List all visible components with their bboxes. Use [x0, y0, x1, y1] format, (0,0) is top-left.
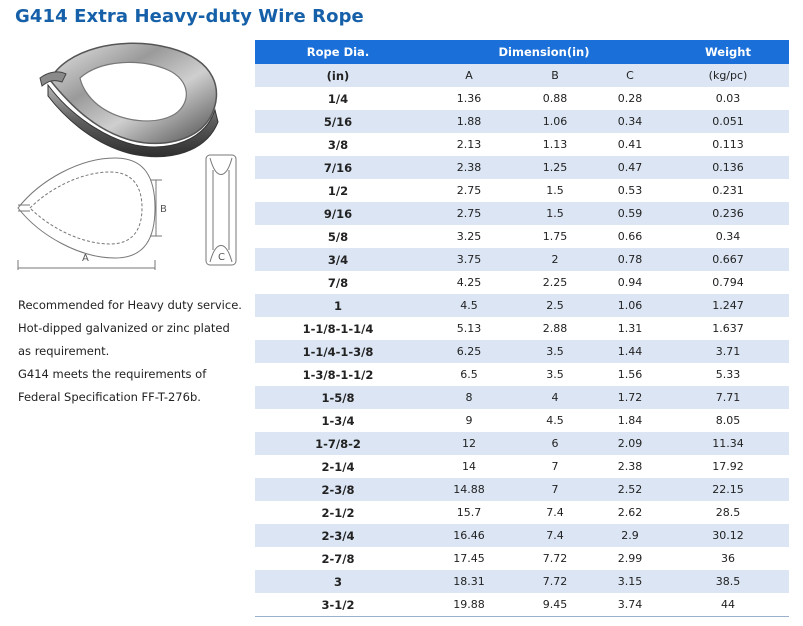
weight-cell: 0.667 [667, 248, 789, 271]
dim-c-cell: 2.38 [593, 455, 667, 478]
unit-weight: (kg/pc) [667, 64, 789, 87]
weight-cell: 7.71 [667, 386, 789, 409]
dim-b-cell: 7.4 [517, 501, 593, 524]
rope-dia-cell: 3/4 [255, 248, 421, 271]
dim-c-cell: 1.31 [593, 317, 667, 340]
table-row [255, 317, 789, 340]
dim-a-cell: 12 [421, 432, 517, 455]
table-row [255, 133, 789, 156]
description-line: Hot-dipped galvanized or zinc plated as requirement. [18, 321, 230, 358]
thimble-side-drawing [206, 155, 236, 265]
dim-b-cell: 4 [517, 386, 593, 409]
rope-dia-cell: 1-1/4-1-3/8 [255, 340, 421, 363]
weight-cell: 0.113 [667, 133, 789, 156]
table-row [255, 294, 789, 317]
rope-dia-cell: 7/16 [255, 156, 421, 179]
dim-a-cell: 2.75 [421, 202, 517, 225]
dim-a-cell: 19.88 [421, 593, 517, 617]
dim-a-cell: 2.13 [421, 133, 517, 156]
dim-b-cell: 0.88 [517, 87, 593, 110]
table-row [255, 248, 789, 271]
dim-c-cell: 0.34 [593, 110, 667, 133]
dim-b-cell: 1.25 [517, 156, 593, 179]
dim-a-cell: 2.38 [421, 156, 517, 179]
table-body [255, 64, 789, 617]
table-row [255, 455, 789, 478]
dim-b-cell: 2 [517, 248, 593, 271]
dim-b-cell: 7 [517, 455, 593, 478]
unit-b: B [517, 64, 593, 87]
dim-b-cell: 1.13 [517, 133, 593, 156]
dim-b-cell: 6 [517, 432, 593, 455]
dim-b-cell: 2.88 [517, 317, 593, 340]
weight-cell: 22.15 [667, 478, 789, 501]
rope-dia-cell: 2-3/8 [255, 478, 421, 501]
weight-cell: 0.794 [667, 271, 789, 294]
rope-dia-cell: 2-7/8 [255, 547, 421, 570]
table-row [255, 225, 789, 248]
dim-c-cell: 0.53 [593, 179, 667, 202]
weight-cell: 44 [667, 593, 789, 617]
rope-dia-cell: 3 [255, 570, 421, 593]
dim-a-cell: 14 [421, 455, 517, 478]
dim-a-cell: 3.75 [421, 248, 517, 271]
dim-a-cell: 6.5 [421, 363, 517, 386]
dim-c-cell: 1.44 [593, 340, 667, 363]
dim-c-cell: 0.28 [593, 87, 667, 110]
unit-a: A [421, 64, 517, 87]
dim-b-cell: 4.5 [517, 409, 593, 432]
weight-cell: 36 [667, 547, 789, 570]
dim-b-cell: 9.45 [517, 593, 593, 617]
dim-c-cell: 1.84 [593, 409, 667, 432]
header-weight: Weight [667, 40, 789, 64]
rope-dia-cell: 2-1/2 [255, 501, 421, 524]
dim-a-cell: 4.25 [421, 271, 517, 294]
weight-cell: 0.051 [667, 110, 789, 133]
dim-b-cell: 1.06 [517, 110, 593, 133]
rope-dia-cell: 1-5/8 [255, 386, 421, 409]
dim-a-cell: 1.88 [421, 110, 517, 133]
thimble-illustration [10, 30, 250, 270]
dim-a-cell: 18.31 [421, 570, 517, 593]
dim-a-cell: 15.7 [421, 501, 517, 524]
dim-a-cell: 4.5 [421, 294, 517, 317]
dim-c-cell: 0.41 [593, 133, 667, 156]
weight-cell: 5.33 [667, 363, 789, 386]
table-row [255, 179, 789, 202]
rope-dia-cell: 1-7/8-2 [255, 432, 421, 455]
thimble-photo [40, 43, 218, 156]
dim-b-cell: 2.25 [517, 271, 593, 294]
dim-c-cell: 2.52 [593, 478, 667, 501]
header-dimension: Dimension(in) [421, 40, 667, 64]
dim-c-cell: 3.74 [593, 593, 667, 617]
table-row [255, 110, 789, 133]
page-title: G414 Extra Heavy-duty Wire Rope [15, 6, 364, 27]
dim-c-cell: 1.56 [593, 363, 667, 386]
rope-dia-cell: 2-1/4 [255, 455, 421, 478]
dim-b-cell: 3.5 [517, 340, 593, 363]
weight-cell: 0.03 [667, 87, 789, 110]
weight-cell: 1.247 [667, 294, 789, 317]
table-row [255, 409, 789, 432]
dim-b-cell: 7.72 [517, 547, 593, 570]
rope-dia-cell: 3/8 [255, 133, 421, 156]
rope-dia-cell: 1-1/8-1-1/4 [255, 317, 421, 340]
header-rope-dia: Rope Dia. [255, 40, 421, 64]
weight-cell: 28.5 [667, 501, 789, 524]
dim-b-cell: 1.75 [517, 225, 593, 248]
weight-cell: 8.05 [667, 409, 789, 432]
table-header-row [255, 40, 789, 64]
dim-a-cell: 17.45 [421, 547, 517, 570]
dim-a-cell: 1.36 [421, 87, 517, 110]
dim-c-cell: 2.62 [593, 501, 667, 524]
table-row [255, 363, 789, 386]
dim-c-cell: 3.15 [593, 570, 667, 593]
weight-cell: 0.236 [667, 202, 789, 225]
table-row [255, 156, 789, 179]
dim-c-cell: 0.66 [593, 225, 667, 248]
dim-c-cell: 2.09 [593, 432, 667, 455]
rope-dia-cell: 5/8 [255, 225, 421, 248]
units-row [255, 64, 789, 87]
dimension-c-label: C [218, 252, 225, 263]
dim-a-cell: 5.13 [421, 317, 517, 340]
dim-a-cell: 3.25 [421, 225, 517, 248]
rope-dia-cell: 1/2 [255, 179, 421, 202]
dim-b-cell: 7.72 [517, 570, 593, 593]
weight-cell: 3.71 [667, 340, 789, 363]
table-row [255, 570, 789, 593]
rope-dia-cell: 1-3/4 [255, 409, 421, 432]
dim-c-cell: 2.9 [593, 524, 667, 547]
table-row [255, 501, 789, 524]
dim-b-cell: 7 [517, 478, 593, 501]
description-line: G414 meets the requirements of Federal Specification FF-T-276b. [18, 367, 207, 404]
rope-dia-cell: 9/16 [255, 202, 421, 225]
table-row [255, 478, 789, 501]
dim-a-cell: 16.46 [421, 524, 517, 547]
dimension-a-label: A [82, 253, 89, 264]
table-row [255, 87, 789, 110]
weight-cell: 17.92 [667, 455, 789, 478]
dim-c-cell: 0.59 [593, 202, 667, 225]
table-row [255, 340, 789, 363]
dim-b-cell: 2.5 [517, 294, 593, 317]
dim-c-cell: 1.72 [593, 386, 667, 409]
table-row [255, 271, 789, 294]
dim-c-cell: 0.78 [593, 248, 667, 271]
dim-c-cell: 0.94 [593, 271, 667, 294]
rope-dia-cell: 2-3/4 [255, 524, 421, 547]
rope-dia-cell: 1/4 [255, 87, 421, 110]
dim-b-cell: 1.5 [517, 202, 593, 225]
dim-b-cell: 3.5 [517, 363, 593, 386]
product-description [18, 294, 246, 409]
dim-c-cell: 0.47 [593, 156, 667, 179]
dim-b-cell: 7.4 [517, 524, 593, 547]
table-row [255, 524, 789, 547]
table-row [255, 202, 789, 225]
dim-a-cell: 14.88 [421, 478, 517, 501]
weight-cell: 30.12 [667, 524, 789, 547]
weight-cell: 38.5 [667, 570, 789, 593]
table-row [255, 547, 789, 570]
unit-rope-dia: (in) [255, 64, 421, 87]
weight-cell: 0.34 [667, 225, 789, 248]
weight-cell: 0.136 [667, 156, 789, 179]
description-line: Recommended for Heavy duty service. [18, 298, 242, 312]
weight-cell: 11.34 [667, 432, 789, 455]
rope-dia-cell: 3-1/2 [255, 593, 421, 617]
dim-a-cell: 6.25 [421, 340, 517, 363]
rope-dia-cell: 7/8 [255, 271, 421, 294]
product-images [10, 30, 250, 270]
table-row [255, 593, 789, 617]
dim-a-cell: 2.75 [421, 179, 517, 202]
dim-c-cell: 2.99 [593, 547, 667, 570]
rope-dia-cell: 1 [255, 294, 421, 317]
weight-cell: 1.637 [667, 317, 789, 340]
weight-cell: 0.231 [667, 179, 789, 202]
table-row [255, 386, 789, 409]
dim-c-cell: 1.06 [593, 294, 667, 317]
rope-dia-cell: 5/16 [255, 110, 421, 133]
dim-b-cell: 1.5 [517, 179, 593, 202]
rope-dia-cell: 1-3/8-1-1/2 [255, 363, 421, 386]
thimble-front-drawing [18, 158, 162, 270]
dim-a-cell: 9 [421, 409, 517, 432]
dim-a-cell: 8 [421, 386, 517, 409]
unit-c: C [593, 64, 667, 87]
table-row [255, 432, 789, 455]
spec-table [255, 40, 789, 617]
dimension-b-label: B [160, 204, 167, 215]
